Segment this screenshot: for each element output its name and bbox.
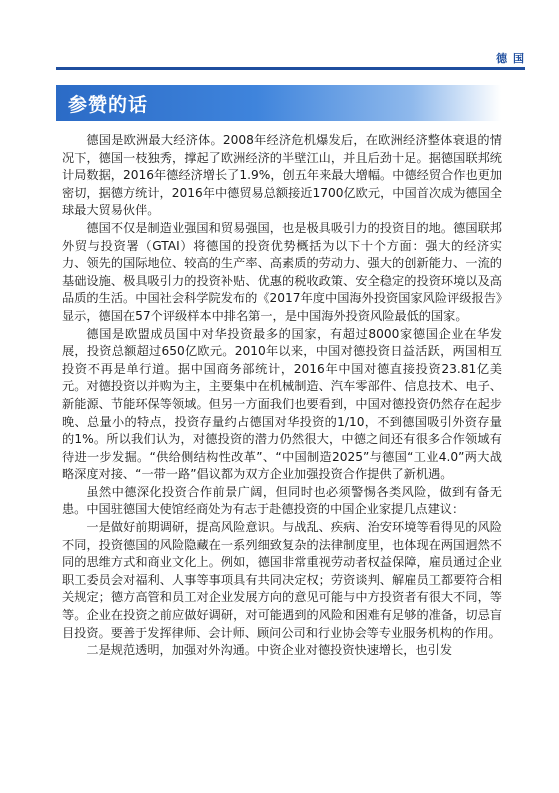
- section-title-banner: [56, 85, 501, 121]
- paragraph: 一是做好前期调研，提高风险意识。与战乱、疾病、治安环境等看得见的风险不同，投资德国的风险隐藏在一系列细致复杂的法律制度里，也体现在两国迥然不同的思维方式和商业文化上。例如，德国非常重视劳动者权益保障，雇员通过企业职工委员会对福利、人事等事项具有共同决定权；劳资谈判、解雇员工都要符合相关规定；德方高管和员工对企业发展方向的意见可能与中方投资者有很大不同，等等。企业在投资之前应做好调研，对可能遇到的风险和困难有足够的准备，切忌盲目投资。要善于发挥律师、会计师、顾问公司和行业协会等专业服务机构的作用。: [62, 520, 502, 640]
- section-title: 参赞的话: [68, 94, 149, 116]
- article-body: [62, 132, 502, 660]
- paragraph: 德国是欧盟成员国中对华投资最多的国家，有超过8000家德国企业在华发展，投资总额超过650亿欧元。2010年以来，中国对德投资日益活跃，两国相互投资不再是单行道。据中国商务部统计，2016年中国对德直接投资23.81亿美元。对德投资以并购为主，主要集中在机械制造、汽车零部件、信息技术、电子、新能源、节能环保等领域。但另一方面我们也要看到，中国对德投资仍然存在起步晚、总量小的特点，投资存量约占德国对华投资的1/10，不到德国吸引外资存量的1%。所以我们认为，对德投资的潜力仍然很大，中德之间还有很多合作领域有待进一步发掘。“供给侧结构性改革”、“中国制造2025”与德国“工业4.0”两大战略深度对接、“一带一路”倡议都为双方企业加强投资合作提供了新机遇。: [62, 326, 502, 482]
- paragraph: 虽然中德深化投资合作前景广阔，但同时也必须警惕各类风险，做到有备无患。中国驻德国大使馆经商处为有志于赴德投资的中国企业家提几点建议：: [62, 484, 502, 517]
- paragraph: 德国是欧洲最大经济体。2008年经济危机爆发后，在欧洲经济整体衰退的情况下，德国一枝独秀，撑起了欧洲经济的半壁江山，并且后劲十足。据德国联邦统计局数据，2016年德经济增长了1.9%，创五年来最大增幅。中德经贸合作也更加密切，据德方统计，2016年中德贸易总额接近1700亿欧元，中国首次成为德国全球最大贸易伙伴。: [62, 133, 502, 218]
- header-divider: [56, 67, 525, 70]
- paragraph: 二是规范透明，加强对外沟通。中资企业对德投资快速增长，也引发: [86, 643, 453, 658]
- header-country-label: 德 国: [496, 52, 525, 65]
- paragraph: 德国不仅是制造业强国和贸易强国，也是极具吸引力的投资目的地。德国联邦外贸与投资署（GTAI）将德国的投资优势概括为以下十个方面：强大的经济实力、领先的国际地位、较高的生产率、高素质的劳动力、强大的创新能力、一流的基础设施、极具吸引力的投资补贴、优惠的税收政策、安全稳定的投资环境以及高品质的生活。中国社会科学院发布的《2017年度中国海外投资国家风险评级报告》显示，德国在57个评级样本中排名第一，是中国海外投资风险最低的国家。: [62, 220, 502, 323]
